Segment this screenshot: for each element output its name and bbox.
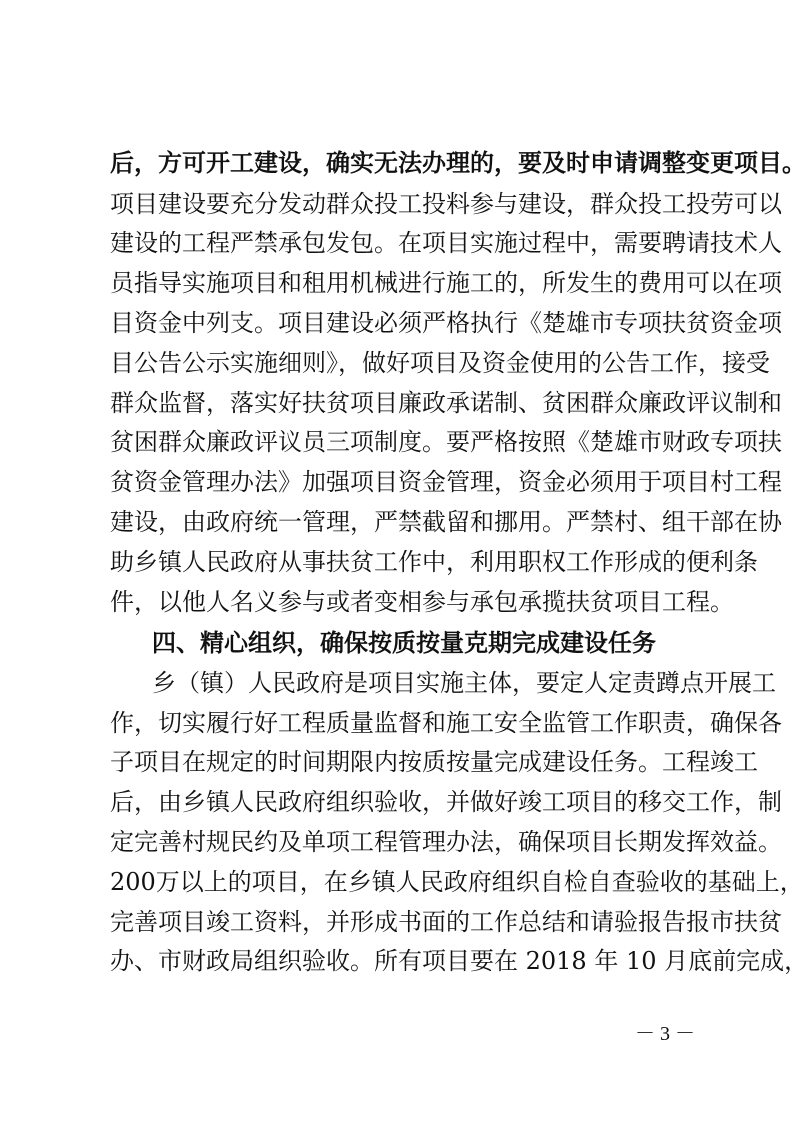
body-line-5: 目资金中列支。项目建设必须严格执行《楚雄市专项扶贫资金项	[110, 309, 782, 337]
body-line-13: 乡（镇）人民政府是项目实施主体，要定人定责蹲点开展工	[152, 669, 776, 697]
body-line-4: 员指导实施项目和租用机械进行施工的，所发生的费用可以在项	[110, 269, 782, 297]
body-line-17: 定完善村规民约及单项工程管理办法，确保项目长期发挥效益。	[110, 828, 782, 856]
body-line-7: 群众监督，落实好扶贫项目廉政承诺制、贫困群众廉政评议制和	[110, 389, 782, 417]
page-number: － 3 －	[635, 1023, 695, 1045]
body-line-16: 后，由乡镇人民政府组织验收，并做好竣工项目的移交工作，制	[110, 788, 782, 816]
body-line-15: 子项目在规定的时间期限内按质按量完成建设任务。工程竣工	[110, 748, 758, 776]
body-line-1: 后，方可开工建设，确实无法办理的，要及时申请调整变更项目。	[110, 149, 806, 177]
body-line-6: 目公告公示实施细则》，做好项目及资金使用的公告工作，接受	[110, 349, 770, 377]
body-line-8: 贫困群众廉政评议员三项制度。要严格按照《楚雄市财政专项扶	[110, 428, 782, 456]
body-line-9: 贫资金管理办法》加强项目资金管理，资金必须用于项目村工程	[110, 468, 782, 496]
section-heading: 四、精心组织，确保按质按量克期完成建设任务	[152, 629, 656, 657]
body-line-14: 作，切实履行好工程质量监督和施工安全监管工作职责，确保各	[110, 709, 782, 737]
body-line-12: 件，以他人名义参与或者变相参与承包承揽扶贫项目工程。	[110, 588, 734, 616]
body-line-11: 助乡镇人民政府从事扶贫工作中，利用职权工作形成的便利条	[110, 548, 758, 576]
body-line-19: 完善项目竣工资料，并形成书面的工作总结和请验报告报市扶贫	[110, 908, 782, 936]
body-line-18: 200万以上的项目，在乡镇人民政府组织自检自查验收的基础上，	[110, 868, 804, 896]
body-line-2: 项目建设要充分发动群众投工投料参与建设，群众投工投劳可以	[110, 190, 782, 218]
body-line-20: 办、市财政局组织验收。所有项目要在 2018 年 10 月底前完成，	[110, 947, 808, 975]
body-line-10: 建设，由政府统一管理，严禁截留和挪用。严禁村、组干部在协	[110, 508, 782, 536]
body-line-3: 建设的工程严禁承包发包。在项目实施过程中，需要聘请技术人	[110, 229, 782, 257]
